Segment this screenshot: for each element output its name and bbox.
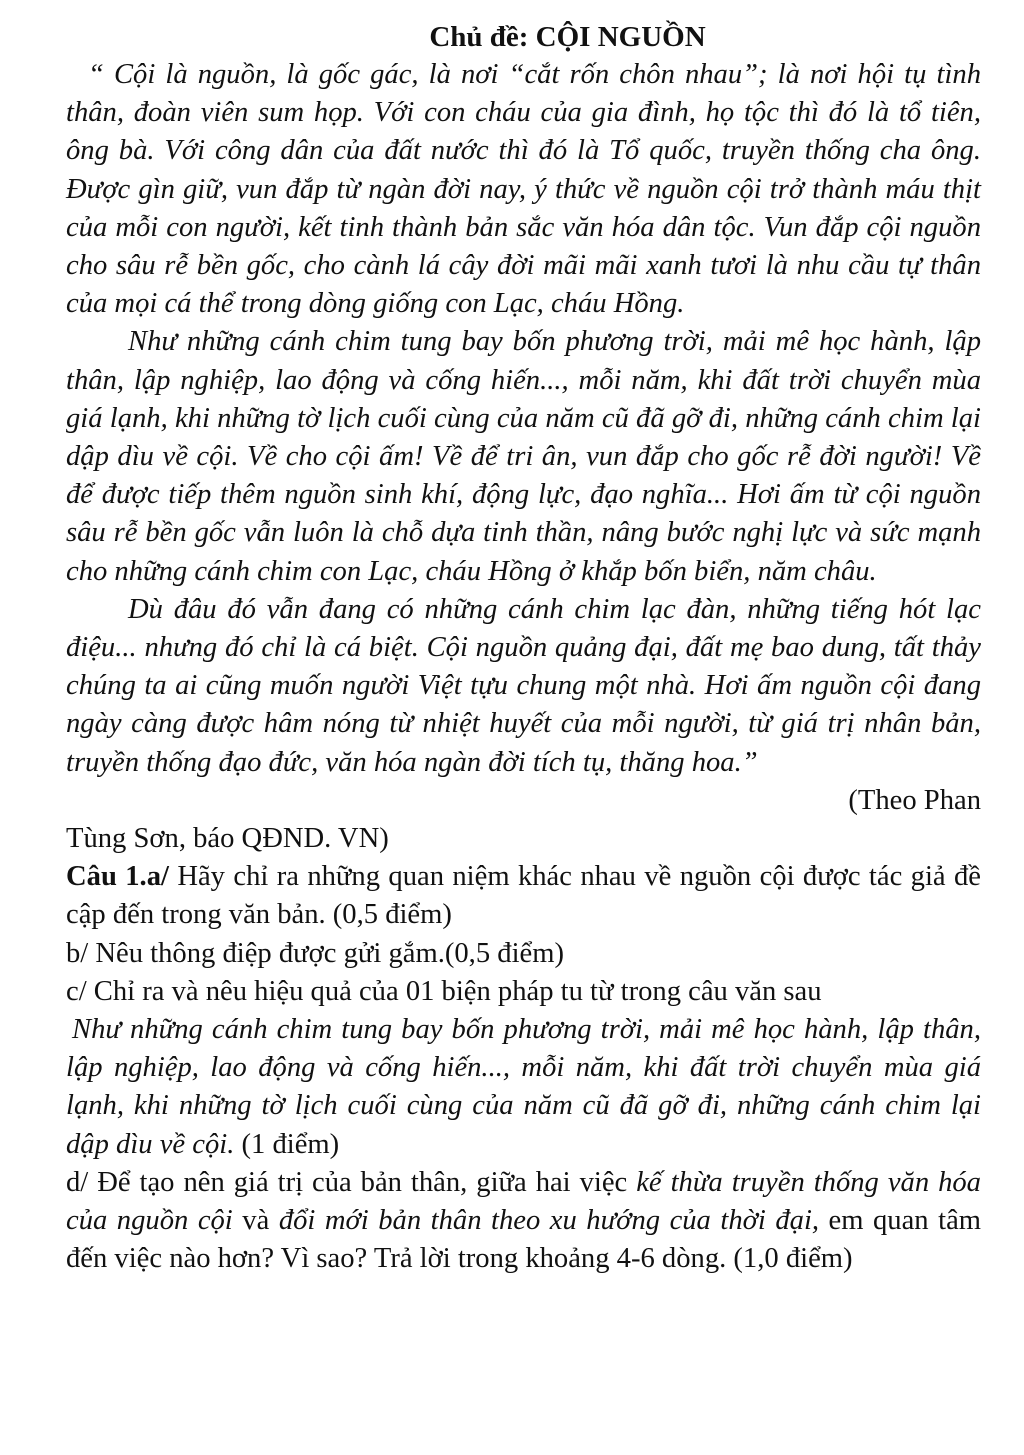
question-1d-italic-1: kế thừa truyền thống văn hóa của nguồn cội	[66, 1166, 981, 1237]
page-title: Chủ đề: CỘI NGUỒN	[429, 21, 706, 53]
question-1d-mid: và	[232, 1205, 279, 1237]
source-citation-part2: Tùng Sơn, báo QĐND. VN)	[66, 823, 389, 855]
question-1c: c/ Chỉ ra và nêu hiệu quả của 01 biện pháp tu từ trong câu văn sau	[66, 975, 822, 1007]
question-1b: b/ Nêu thông điệp được gửi gắm.(0,5 điểm)	[66, 937, 564, 969]
question-1c-points: (1 điểm)	[234, 1128, 340, 1160]
question-1d	[66, 1164, 981, 1279]
question-1a-text: Hãy chỉ ra những quan niệm khác nhau về nguồn cội được tác giả đề cập đến trong văn bản. (0,5 điểm)	[66, 861, 981, 931]
question-1d-pre: d/ Để tạo nên giá trị của bản thân, giữa hai việc	[66, 1166, 637, 1198]
question-1a	[66, 858, 981, 934]
document-content	[66, 18, 981, 1279]
passage-paragraph-3: Dù đâu đó vẫn đang có những cánh chim lạc đàn, những tiếng hót lạc điệu... nhưng đó chỉ là cá biệt. Cội nguồn quảng đại, đất mẹ bao dung, tất thảy chúng ta ai cũng muốn người Việt tựu chung một nhà. Hơi ấm nguồn cội đang ngày càng được hâm nóng từ nhiệt huyết của mỗi người, từ giá trị nhân bản, truyền thống đạo đức, văn hóa ngàn đời tích tụ, thăng hoa.”	[66, 593, 981, 778]
source-citation-part1: (Theo Phan	[848, 784, 981, 816]
question-1d-italic-2: đổi mới bản thân theo xu hướng của thời đại,	[278, 1205, 820, 1237]
passage-paragraph-1: “ Cội là nguồn, là gốc gác, là nơi “cắt rốn chôn nhau”; là nơi hội tụ tình thân, đoàn viên sum họp. Với con cháu của gia đình, họ tộc thì đó là tổ tiên, ông bà. Với công dân của đất nước thì đó là Tổ quốc, truyền thống cha ông. Được gìn giữ, vun đắp từ ngàn đời nay, ý thức về nguồn cội trở thành máu thịt của mỗi con người, kết tinh thành bản sắc văn hóa dân tộc. Vun đắp cội nguồn cho sâu rễ bền gốc, cho cành lá cây đời mãi mãi xanh tươi là nhu cầu tự thân của mọi cá thể trong dòng giống con Lạc, cháu Hồng.	[66, 59, 981, 320]
passage-paragraph-2: Như những cánh chim tung bay bốn phương trời, mải mê học hành, lập thân, lập nghiệp, lao động và cống hiến..., mỗi năm, khi đất trời chuyển mùa giá lạnh, khi những tờ lịch cuối cùng của năm cũ đã gỡ đi, những cánh chim lại dập dìu về cội. Về cho cội ấm! Về để tri ân, vun đắp cho gốc rễ đời người! Về để được tiếp thêm nguồn sinh khí, động lực, đạo nghĩa... Hơi ấm từ cội nguồn sâu rễ bền gốc vẫn luôn là chỗ dựa tinh thần, nâng bước nghị lực và sức mạnh cho những cánh chim con Lạc, cháu Hồng ở khắp bốn biển, năm châu.	[66, 326, 981, 587]
question-1-label: Câu 1.a/	[66, 861, 169, 893]
question-1c-quote	[66, 1011, 981, 1164]
question-1c-quote-text: Như những cánh chim tung bay bốn phương trời, mải mê học hành, lập thân, lập nghiệp, lao động và cống hiến..., mỗi năm, khi đất trời chuyển mùa giá lạnh, khi những tờ lịch cuối cùng của năm cũ đã gỡ đi, những cánh chim lại dập dìu về cội.	[66, 1014, 981, 1160]
question-1d-post: em quan tâm đến việc nào hơn? Vì sao? Trả lời trong khoảng 4-6 dòng. (1,0 điểm)	[66, 1205, 981, 1275]
